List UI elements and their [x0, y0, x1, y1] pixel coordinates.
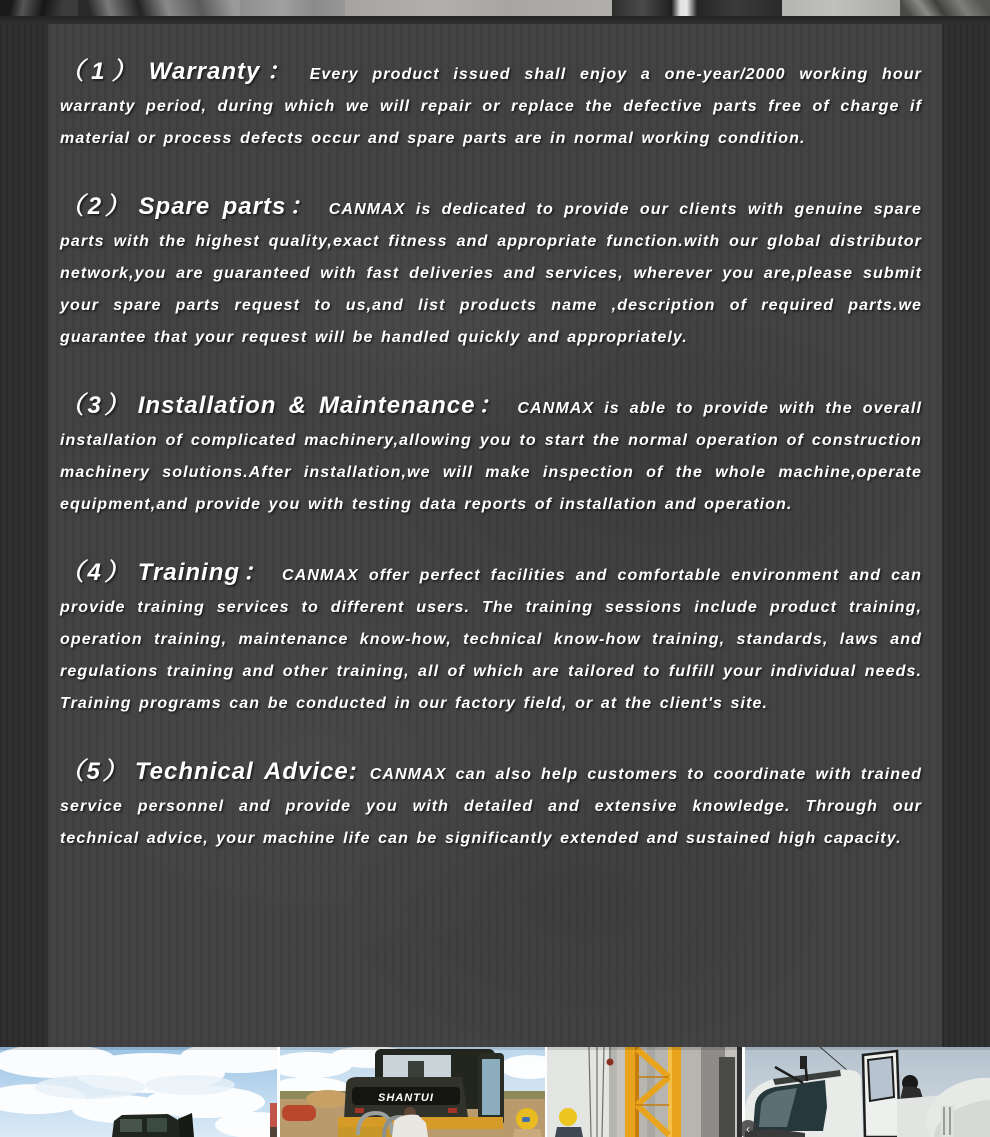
section-title: Training： — [137, 559, 270, 586]
section-title: Installation & Maintenance： — [137, 392, 506, 419]
section-number: （4） — [60, 559, 132, 586]
photo-mixer-truck — [745, 1047, 990, 1137]
page-left-edge — [0, 24, 48, 1047]
site-sky — [547, 1047, 609, 1137]
top-strip-photo-6 — [782, 0, 900, 16]
section-body: CANMAX offer perfect facilities and comfortable environment and can provide training services to different users. The training sessions include product training, operation training, maintenance know-how, technical know-how training, standards, laws and regulations training and other training, all of which are tailored to fulfill your individual needs. Training programs can be conducted in our factory field, or at the client's site. — [60, 567, 922, 712]
top-strip-photo-7 — [900, 0, 990, 16]
section-warranty — [60, 56, 922, 155]
photo-shantui-roller — [280, 1047, 545, 1137]
section-technical-advice — [60, 756, 922, 855]
section-title: Spare parts： — [138, 193, 317, 220]
section-title: Warranty： — [148, 58, 298, 85]
top-strip-shadow — [0, 16, 990, 24]
section-body: CANMAX is dedicated to provide our clients with genuine spare parts with the highest quality,exact fitness and appropriate function.with our global distributor network,you are guaranteed with fast deliveries and services, wherever you are,please submit your spare parts request to us,and list products name ,description of required parts.we guarantee that your request will be handled quickly and appropriately. — [60, 201, 923, 346]
top-strip-photo-1 — [0, 0, 78, 16]
section-title: Technical Advice: — [134, 758, 358, 785]
top-strip-photo-2 — [78, 0, 240, 16]
photo-excavator-sky — [0, 1047, 277, 1137]
photo-tower-crane-site — [547, 1047, 742, 1137]
crane-hook — [607, 1059, 614, 1066]
dark-doorway — [719, 1057, 735, 1137]
section-installation-maintenance — [60, 390, 922, 521]
section-number: （5） — [60, 758, 129, 785]
top-strip-photo-3 — [240, 0, 345, 16]
section-body: CANMAX can also help customers to coordinate with trained service personnel and provide you with detailed and extensive knowledge. Through our technical advice, your machine life can be significantly extended and sustained high capacity. — [60, 766, 922, 847]
top-photo-strip — [0, 0, 990, 16]
section-training — [60, 557, 922, 720]
wing-mirror — [800, 1056, 807, 1069]
machine-brand-text: SHANTUI — [378, 1092, 434, 1104]
service-terms-content — [48, 24, 942, 855]
page-right-edge — [942, 24, 990, 1047]
bottom-photo-strip — [0, 1047, 990, 1137]
service-terms-panel — [48, 24, 942, 1047]
section-number: （2） — [60, 193, 133, 220]
top-strip-photo-5 — [612, 0, 782, 16]
section-spare-parts — [60, 191, 922, 354]
yellow-crane-mast — [625, 1047, 681, 1137]
red-tank — [282, 1105, 316, 1121]
section-body: Every product issued shall enjoy a one-year/2000 working hour warranty period, during which we will repair or replace the defective parts free of charge if material or process defects occur and spare parts are in normal working condition. — [60, 66, 922, 147]
open-door — [863, 1051, 900, 1137]
edge-red-machine-sliver — [270, 1103, 277, 1127]
section-number: （1） — [60, 58, 143, 85]
carousel-prev-button[interactable]: ‹ — [739, 1120, 757, 1137]
section-body: CANMAX is able to provide with the overall installation of complicated machinery,allowing you to start the normal operation of construction machinery solutions.After installation,we will make inspection of the whole machine,operate equipment,and provide you with testing data reports of installation and operation. — [60, 400, 922, 513]
dirt-mound — [306, 1090, 350, 1108]
section-number: （3） — [60, 392, 132, 419]
top-strip-photo-4 — [345, 0, 612, 16]
